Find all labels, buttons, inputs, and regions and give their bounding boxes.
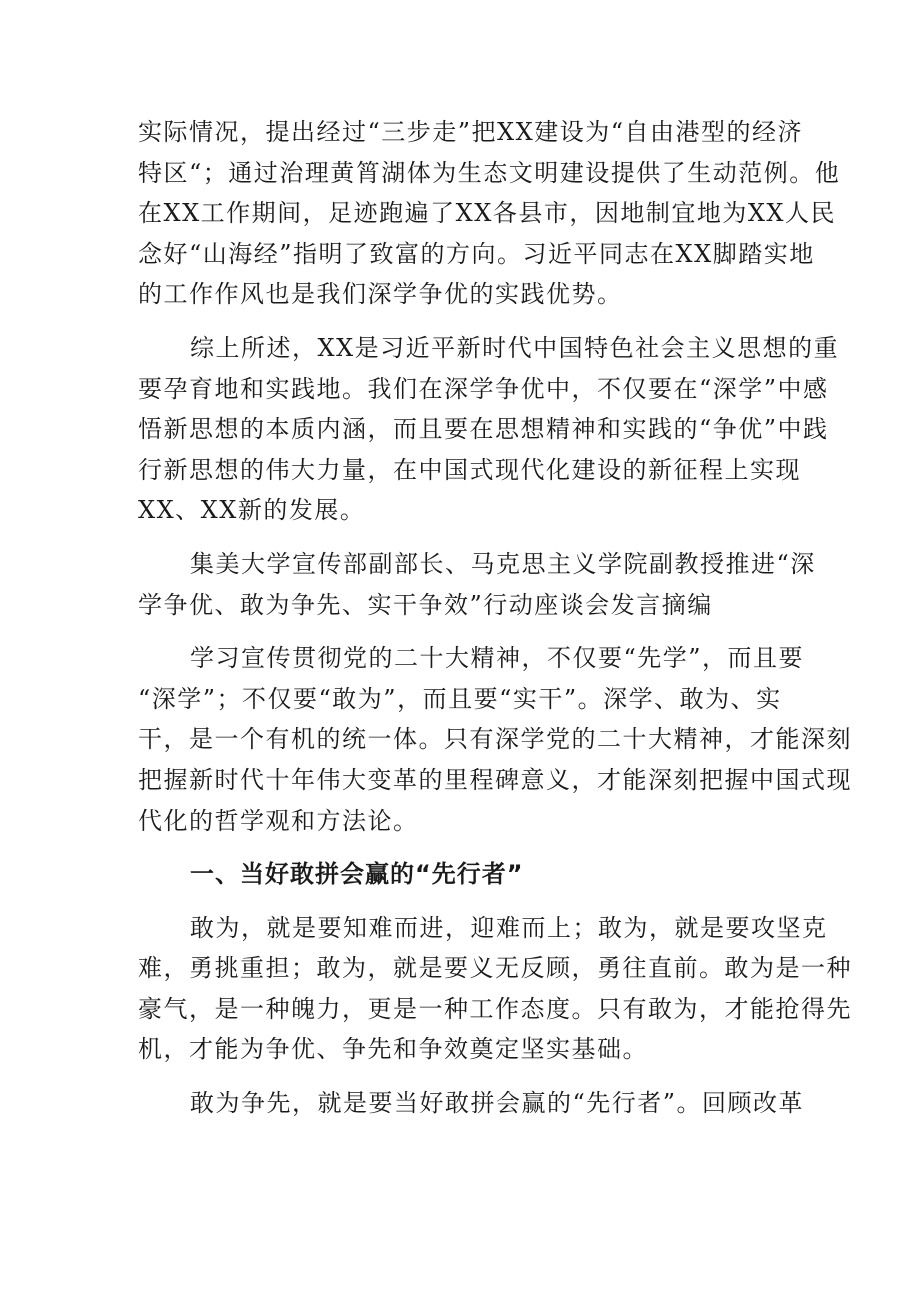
paragraph-4-line-2: “深学”；不仅要“敢为”，而且要“实干”。深学、敢为、实: [138, 684, 782, 713]
paragraph-5-line-3: 豪气，是一种魄力，更是一种工作态度。只有敢为，才能抢得先: [138, 994, 852, 1023]
section-heading-text: 一、当好敢拼会赢的“先行者”: [190, 860, 524, 889]
paragraph-2-line-3: 悟新思想的本质内涵，而且要在思想精神和实践的“争优”中践: [138, 415, 829, 444]
paragraph-3-line-1: 集美大学宣传部副部长、马克思主义学院副教授推进“深: [190, 549, 816, 578]
paragraph-4-line-4: 把握新时代十年伟大变革的里程碑意义，才能深刻把握中国式现: [138, 765, 852, 794]
paragraph-5-line-1: 敢为，就是要知难而进，迎难而上；敢为，就是要攻坚克: [190, 913, 828, 942]
paragraph-3-line-2: 学争优、敢为争先、实干争效”行动座谈会发言摘编: [138, 590, 713, 619]
paragraph-4-line-1: 学习宣传贯彻党的二十大精神，不仅要“先学”，而且要: [190, 644, 805, 673]
paragraph-6: [138, 1083, 805, 1124]
paragraph-5-line-4: 机，才能为争优、争先和争效奠定坚实基础。: [138, 1035, 648, 1064]
paragraph-1-line-2: 特区“；通过治理黄筲湖体为生态文明建设提供了生动范例。他: [138, 158, 841, 187]
paragraph-2-line-2: 要孕育地和实践地。我们在深学争优中，不仅要在“深学”中感: [138, 374, 829, 403]
paragraph-1: [138, 112, 841, 315]
paragraph-5-line-2: 难，勇挑重担；敢为，就是要义无反顾，勇往直前。敢为是一种: [138, 954, 852, 983]
paragraph-1-line-3: 在XX工作期间，足迹跑遍了XX各县市，因地制宜地为XX人民: [138, 199, 837, 228]
paragraph-2-line-5: XX、XX新的发展。: [138, 496, 366, 525]
paragraph-1-line-5: 的工作作风也是我们深学争优的实践优势。: [138, 280, 623, 309]
paragraph-5: [138, 908, 852, 1070]
paragraph-4: [138, 638, 852, 841]
paragraph-1-line-4: 念好“山海经”指明了致富的方向。习近平同志在XX脚踏实地: [138, 239, 815, 268]
paragraph-1-line-1: 实际情况，提出经过“三步走”把XX建设为“自由港型的经济: [138, 118, 803, 146]
paragraph-2: [138, 328, 840, 531]
paragraph-4-line-5: 代化的哲学观和方法论。: [138, 806, 419, 835]
paragraph-2-line-4: 行新思想的伟大力量，在中国式现代化建设的新征程上实现: [138, 455, 801, 484]
document-body: [138, 112, 852, 1124]
paragraph-2-line-1: 综上所述，XX是习近平新时代中国特色社会主义思想的重: [190, 333, 840, 362]
paragraph-4-line-3: 干，是一个有机的统一体。只有深学党的二十大精神，才能深刻: [138, 725, 852, 754]
section-heading-1: [138, 854, 788, 895]
paragraph-3: [138, 544, 816, 625]
paragraph-6-line-1: 敢为争先，就是要当好敢拼会赢的“先行者”。回顾改革: [190, 1089, 805, 1118]
